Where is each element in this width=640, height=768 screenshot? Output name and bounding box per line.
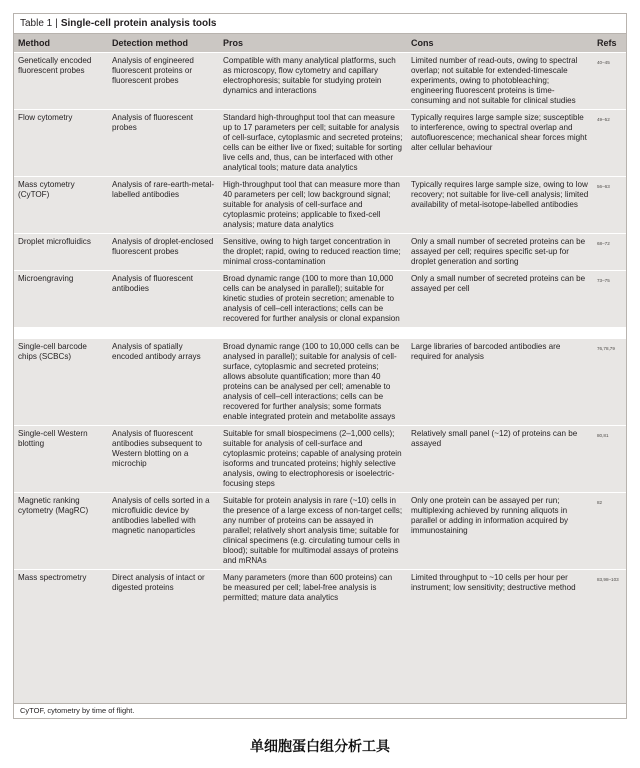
cell-detection: Analysis of fluorescent probes xyxy=(108,110,219,177)
col-header-refs: Refs xyxy=(593,34,626,53)
table-row xyxy=(14,234,626,271)
table-row xyxy=(14,339,626,426)
cell-cons: Large libraries of barcoded antibodies are required for analysis xyxy=(407,339,593,426)
table-row xyxy=(14,426,626,493)
cell-pros: Standard high-throughput tool that can measure up to 17 parameters per cell; suitable for analysis of cell-surface, cytoplasmic and secreted proteins; cells can be either live or fixed; suitable for sorting live cells and, thus, can be interfaced with other analytical tools; mature data analytics xyxy=(219,110,407,177)
table-row xyxy=(14,271,626,328)
table-caption xyxy=(14,14,626,34)
cell-cons: Limited throughput to ~10 cells per hour per instrument; low sensitivity; destructive method xyxy=(407,570,593,607)
table-row xyxy=(14,493,626,570)
cell-cons: Relatively small panel (~12) of proteins can be assayed xyxy=(407,426,593,493)
cell-cons: Only a small number of secreted proteins can be assayed per cell xyxy=(407,271,593,328)
cell-refs: 56–63 xyxy=(593,177,626,234)
cell-detection: Direct analysis of intact or digested proteins xyxy=(108,570,219,607)
cell-refs: 40–45 xyxy=(593,53,626,110)
table-footnote: CyTOF, cytometry by time of flight. xyxy=(14,703,626,718)
cell-refs: 49–52 xyxy=(593,110,626,177)
cell-pros: Broad dynamic range (100 to 10,000 cells can be analysed in parallel); suitable for analysis of cell-surface, cytoplasmic and secreted proteins; allows absolute quantification; more than 40 proteins can be analysed per cell; amenable to analysis of cell–cell interactions; cells can be recovered for further analysis; some formats enable integrated protein and metabolite assays xyxy=(219,339,407,426)
table-figure xyxy=(13,13,627,719)
table-row xyxy=(14,177,626,234)
table-row xyxy=(14,110,626,177)
col-header-pros: Pros xyxy=(219,34,407,53)
table-row xyxy=(14,53,626,110)
header-row xyxy=(14,34,626,53)
cell-cons: Only one protein can be assayed per run; multiplexing achieved by running aliquots in parallel or adding in information acquired by immunostaining xyxy=(407,493,593,570)
cell-pros: Sensitive, owing to high target concentration in the droplet; rapid, owing to reduced reaction time; minimal cross-contamination xyxy=(219,234,407,271)
col-header-detection: Detection method xyxy=(108,34,219,53)
cell-method: Magnetic ranking cytometry (MagRC) xyxy=(14,493,108,570)
cell-pros: Broad dynamic range (100 to more than 10,000 cells can be analysed in parallel); suitable for kinetic studies of protein secretion; amenable to analysis of cell–cell interactions; cells can be recovered for further analysis or clonal expansion xyxy=(219,271,407,328)
cell-method: Single-cell Western blotting xyxy=(14,426,108,493)
cell-cons: Typically requires large sample size, owing to low recovery; not suitable for live-cell analysis; limited availability of metal-isotope-labelled antibodies xyxy=(407,177,593,234)
caption-separator: | xyxy=(55,18,58,29)
cell-cons: Typically requires large sample size; susceptible to interference, owing to spectral overlap and autofluorescence; mechanical shear forces might alter cellular behaviour xyxy=(407,110,593,177)
cell-detection: Analysis of fluorescent antibodies xyxy=(108,271,219,328)
cell-method: Mass spectrometry xyxy=(14,570,108,607)
cell-refs: 80,81 xyxy=(593,426,626,493)
cell-pros: Compatible with many analytical platforms, such as microscopy, flow cytometry and capillary electrophoresis; suitable for studying protein dynamics and interactions xyxy=(219,53,407,110)
cell-method: Microengraving xyxy=(14,271,108,328)
cell-detection: Analysis of engineered fluorescent proteins or fluorescent probes xyxy=(108,53,219,110)
cell-pros: High-throughput tool that can measure more than 40 parameters per cell; low background signal; suitable for analysis of cell-surface and cytoplasmic proteins; applicable to fixed-cell analysis; mature data analytics xyxy=(219,177,407,234)
cell-cons: Only a small number of secreted proteins can be assayed per cell; requires specific set-up for droplet generation and sorting xyxy=(407,234,593,271)
cell-detection: Analysis of cells sorted in a microfluidic device by antibodies labelled with magnetic nanoparticles xyxy=(108,493,219,570)
cell-pros: Many parameters (more than 600 proteins) can be measured per cell; label-free analysis is permitted; mature data analytics xyxy=(219,570,407,607)
cell-refs: 68–72 xyxy=(593,234,626,271)
cell-pros: Suitable for protein analysis in rare (~10) cells in the presence of a large excess of non-target cells; any number of proteins can be assayed in parallel; relatively short analysis time; suitable for clinical specimens (e.g. circulating tumour cells in blood); suitable for multimodal assays of proteins and mRNAs xyxy=(219,493,407,570)
cell-method: Droplet microfluidics xyxy=(14,234,108,271)
table-number: Table 1 xyxy=(20,18,53,29)
cell-method: Single-cell barcode chips (SCBCs) xyxy=(14,339,108,426)
cell-detection: Analysis of rare-earth-metal-labelled antibodies xyxy=(108,177,219,234)
page-title: 单细胞蛋白组分析工具 xyxy=(250,739,390,755)
protein-tools-table xyxy=(14,34,626,606)
cell-refs: 73–75 xyxy=(593,271,626,328)
cell-refs: 83,98–103 xyxy=(593,570,626,607)
cell-method: Genetically encoded fluorescent probes xyxy=(14,53,108,110)
table-title: Single-cell protein analysis tools xyxy=(60,18,217,29)
cell-method: Flow cytometry xyxy=(14,110,108,177)
col-header-method: Method xyxy=(14,34,108,53)
cell-detection: Analysis of spatially encoded antibody arrays xyxy=(108,339,219,426)
cell-method: Mass cytometry (CyTOF) xyxy=(14,177,108,234)
cell-cons: Limited number of read-outs, owing to spectral overlap; not suitable for extended-timescale experiments, owing to photobleaching; engineering fluorescent proteins is time-consuming and not suitable for clinical studies xyxy=(407,53,593,110)
page-break-gap xyxy=(14,327,626,339)
cell-pros: Suitable for small biospecimens (2–1,000 cells); suitable for analysis of cell-surface and cytoplasmic proteins; capable of analysing protein isoforms and truncated proteins; highly selective analysis, owing to electrophoresis or isoelectric-focusing steps xyxy=(219,426,407,493)
table-row xyxy=(14,570,626,607)
cell-detection: Analysis of droplet-enclosed fluorescent probes xyxy=(108,234,219,271)
cell-detection: Analysis of fluorescent antibodies subsequent to Western blotting on a microchip xyxy=(108,426,219,493)
col-header-cons: Cons xyxy=(407,34,593,53)
cell-refs: 82 xyxy=(593,493,626,570)
cell-refs: 76,78,79 xyxy=(593,339,626,426)
